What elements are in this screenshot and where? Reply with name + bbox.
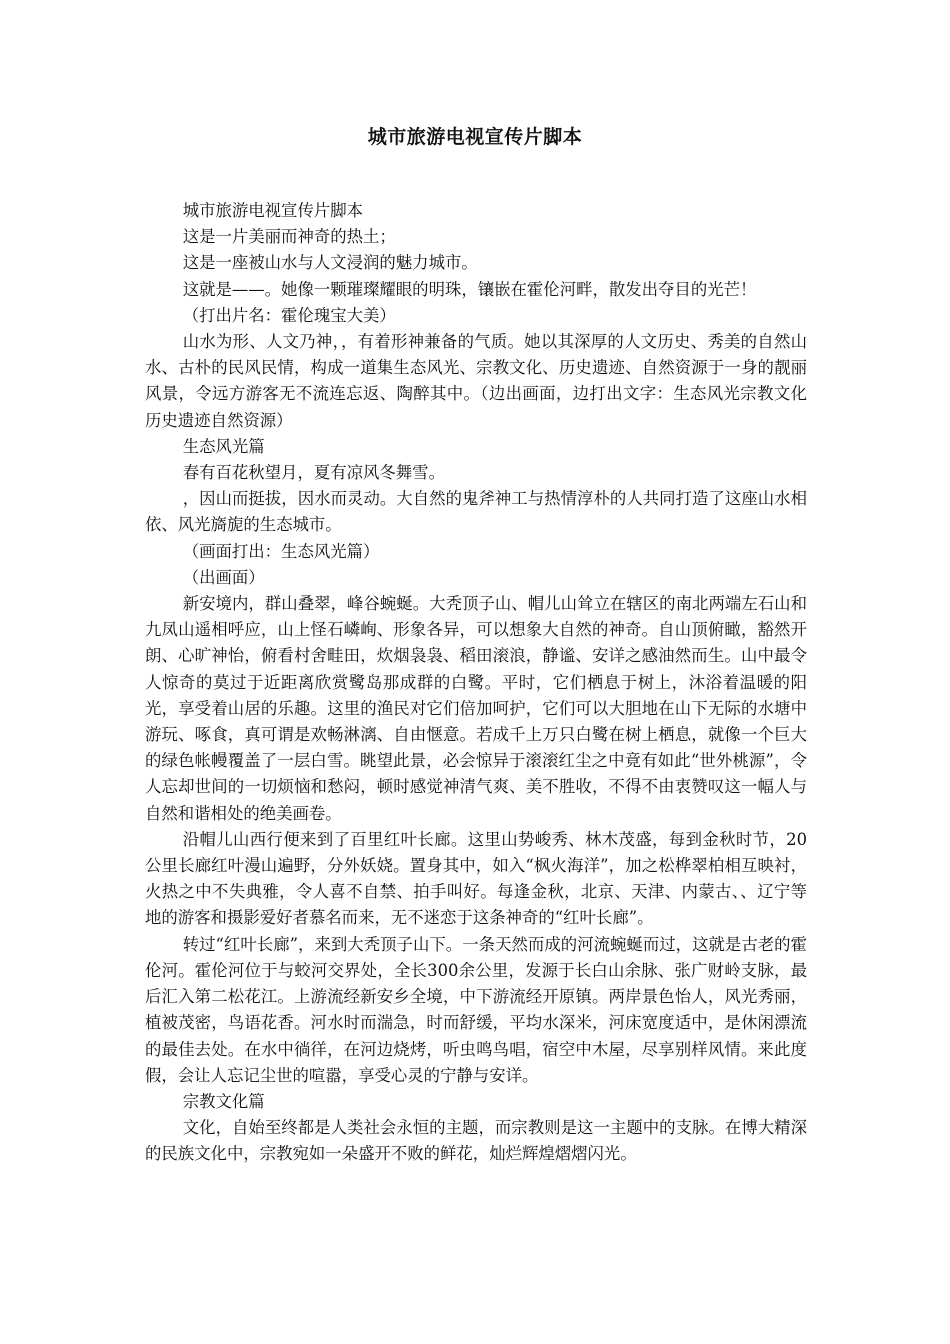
document-title: 城市旅游电视宣传片脚本 [367,126,583,148]
paragraph: （画面打出：生态风光篇） [182,541,380,561]
paragraph: 文化，自始至终都是人类社会永恒的主题，而宗教则是这一主题中的支脉。在博大精深的民族文化中，宗教宛如一朵盛开不败的鲜花，灿烂辉煌熠熠闪光。 [145,1118,807,1164]
paragraph: （出画面） [182,567,265,587]
paragraph: （打出片名：霍伦瑰宝大美） [182,305,396,325]
document-body [145,198,807,1168]
paragraph: 新安境内，群山叠翠，峰谷蜿蜒。大秃顶子山、帽儿山耸立在辖区的南北两端左石山和九凤山遥相呼应，山上怪石嶙峋、形象各异，可以想象大自然的神奇。自山顶俯瞰，豁然开朗、心旷神怡，俯看村舍畦田，炊烟袅袅、稻田滚浪，静谧、安详之感油然而生。山中最令人惊奇的莫过于近距离欣赏鹭岛那成群的白鹭。平时，它们栖息于树上，沐浴着温暖的阳光，享受着山居的乐趣。这里的渔民对它们倍加呵护，它们可以大胆地在山下无际的水塘中游玩、啄食，真可谓是欢畅淋漓、自由惬意。若成千上万只白鹭在树上栖息，就像一个巨大的绿色帐幔覆盖了一层白雪。眺望此景，必会惊异于滚滚红尘之中竟有如此“世外桃源”，令人忘却世间的一切烦恼和愁闷，顿时感觉神清气爽、美不胜收，不得不由衷赞叹这一幅人与自然和谐相处的绝美画卷。 [145,594,807,823]
paragraph: 春有百花秋望月，夏有凉风冬舞雪。 [182,463,445,483]
paragraph: 沿帽儿山西行便来到了百里红叶长廊。这里山势峻秀、林木茂盛，每到金秋时节，20公里长廊红叶漫山遍野，分外妖娆。置身其中，如入“枫火海洋”，加之松桦翠柏相互映衬，火热之中不失典雅，令人喜不自禁、拍手叫好。每逢金秋，北京、天津、内蒙古、、辽宁等地的游客和摄影爱好者慕名而来，无不迷恋于这条神奇的“红叶长廊”。 [145,829,807,928]
section-heading: 宗教文化篇 [182,1091,265,1111]
paragraph: ，因山而挺拔，因水而灵动。大自然的鬼斧神工与热情淳朴的人共同打造了这座山水相依、风光旖旎的生态城市。 [145,489,807,535]
paragraph: 这就是——。她像一颗璀璨耀眼的明珠，镶嵌在霍伦河畔，散发出夺目的光芒！ [182,279,757,299]
paragraph: 这是一片美丽而神奇的热土； [182,227,396,247]
paragraph: 山水为形、人文乃神，，有着形神兼备的气质。她以其深厚的人文历史、秀美的自然山水、古朴的民风民情，构成一道集生态风光、宗教文化、历史遗迹、自然资源于一身的靓丽风景，令远方游客无不流连忘返、陶醉其中。（边出画面，边打出文字：生态风光宗教文化历史遗迹自然资源） [145,332,807,430]
paragraph: 这是一座被山水与人文浸润的魅力城市。 [182,253,478,273]
section-heading: 生态风光篇 [182,436,265,456]
paragraph: 转过“红叶长廊”，来到大秃顶子山下。一条天然而成的河流蜿蜒而过，这就是古老的霍伦河。霍伦河位于与蛟河交界处，全长300余公里，发源于长白山余脉、张广财岭支脉，最后汇入第二松花江。上游流经新安乡全境，中下游流经开原镇。两岸景色怡人，风光秀丽，植被茂密，鸟语花香。河水时而湍急，时而舒缓，平均水深米，河床宽度适中，是休闲漂流的最佳去处。在水中徜徉，在河边烧烤，听虫鸣鸟唱，宿空中木屋，尽享别样风情。来此度假，会让人忘记尘世的喧嚣，享受心灵的宁静与安详。 [145,934,807,1085]
paragraph: 城市旅游电视宣传片脚本 [182,201,364,220]
